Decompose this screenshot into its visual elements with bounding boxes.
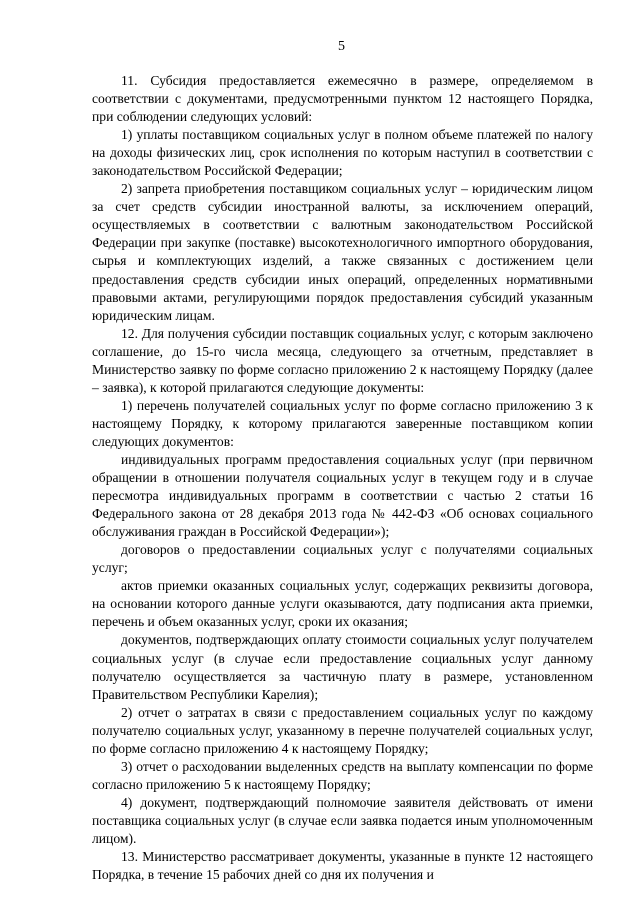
paragraph-12-item-1-contracts: договоров о предоставлении социальных услуг с получателями социальных услуг; (92, 542, 593, 576)
paragraph-12-item-1-individual-programs: индивидуальных программ предоставления социальных услуг (при первичном обращении в отношении получателя социальных услуг в текущем году и в случае пересмотра индивидуальных программ в соответствии с частью 2 статьи 16 Федерального закона от 28 декабря 2013 года № 442-ФЗ «Об основах социального обслуживания граждан в Российской Федерации»); (92, 451, 593, 540)
paragraph-12: 12. Для получения субсидии поставщик социальных услуг, с которым заключено соглашение, до 15-го числа месяца, следующего за отчетным, представляет в Министерство заявку по форме согласно приложению 2 к настоящему Порядку (далее – заявка), к которой прилагаются следующие документы: (92, 325, 593, 395)
paragraph-12-item-1-acceptance-acts: актов приемки оказанных социальных услуг, содержащих реквизиты договора, на основании которого данные услуги оказываются, дату подписания акта приемки, перечень и объем оказанных услуг, сроки их оказания; (92, 578, 593, 630)
paragraph-12-item-3: 3) отчет о расходовании выделенных средств на выплату компенсации по форме согласно приложению 5 к настоящему Порядку; (92, 758, 593, 792)
paragraph-11-condition-2: 2) запрета приобретения поставщиком социальных услуг – юридическим лицом за счет средств субсидии иностранной валюты, за исключением операций, осуществляемых в соответствии с валютным законодательством Российской Федерации при закупке (поставке) высокотехнологичного импортного оборудования, сырья и комплектующих изделий, а также связанных с достижением цели предоставления средств субсидии иных операций, определенных нормативными правовыми актами, регулирующими порядок предоставления субсидий указанным юридическим лицам. (92, 181, 593, 323)
paragraph-13: 13. Министерство рассматривает документы, указанные в пункте 12 настоящего Порядка, в течение 15 рабочих дней со дня их получения и (92, 849, 593, 883)
paragraph-11: 11. Субсидия предоставляется ежемесячно в размере, определяемом в соответствии с документами, предусмотренными пунктом 12 настоящего Порядка, при соблюдении следующих условий: (92, 73, 593, 125)
paragraph-12-item-1: 1) перечень получателей социальных услуг по форме согласно приложению 3 к настоящему Порядку, к которому прилагаются заверенные поставщиком копии следующих документов: (92, 397, 593, 449)
paragraph-12-item-4: 4) документ, подтверждающий полномочие заявителя действовать от имени поставщика социальных услуг (в случае если заявка подается иным уполномоченным лицом). (92, 794, 593, 846)
paragraph-11-condition-1: 1) уплаты поставщиком социальных услуг в полном объеме платежей по налогу на доходы физических лиц, срок исполнения по которым наступил в соответствии с законодательством Российской Федерации; (92, 127, 593, 179)
paragraph-12-item-2: 2) отчет о затратах в связи с предоставлением социальных услуг по каждому получателю социальных услуг, указанному в перечне получателей социальных услуг, по форме согласно приложению 4 к настоящему Порядку; (92, 704, 593, 756)
page-number: 5 (338, 39, 345, 54)
paragraph-12-item-1-payment-documents: документов, подтверждающих оплату стоимости социальных услуг получателем социальных услуг (в случае если предоставление социальных услуг данному получателю осуществляется за частичную плату в размере, установленном Правительством Республики Карелия); (92, 632, 593, 702)
document-body (92, 72, 593, 884)
